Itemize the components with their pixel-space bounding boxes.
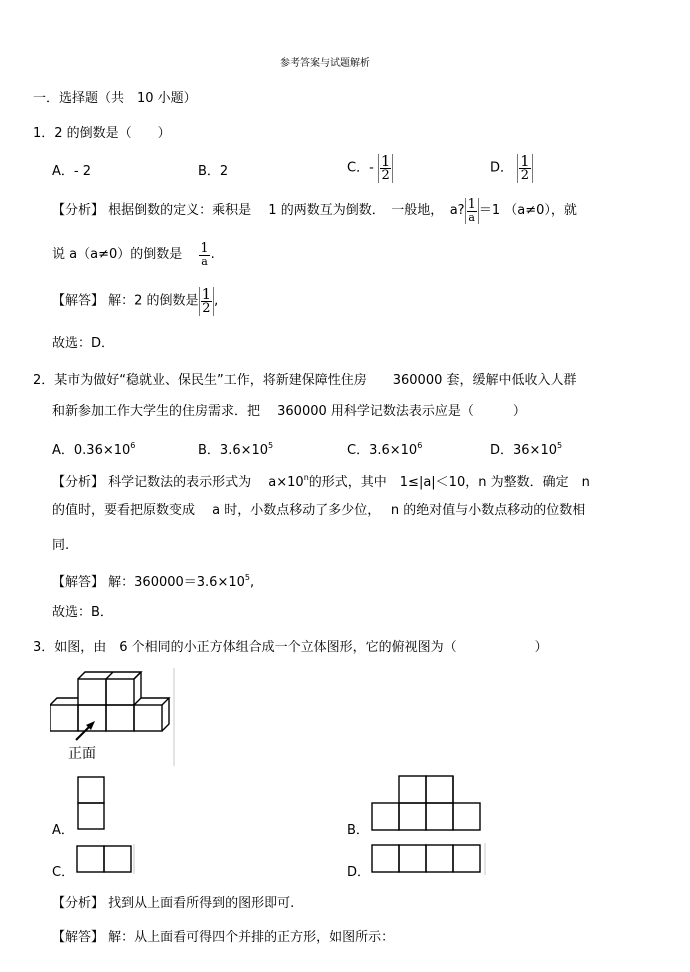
q2-option-b xyxy=(198,438,273,459)
analysis-text-end: 的形式，其中 1≤|a|＜10，n 为整数．确定 n xyxy=(308,475,590,490)
q2-analysis xyxy=(52,470,590,491)
q1-option-b: B．2 xyxy=(198,164,229,179)
fraction-numerator: 1 xyxy=(200,241,209,256)
q2-stem-line2: 和新参加工作大学生的住房需求．把 360000 用科学记数法表示应是（ ） xyxy=(52,404,526,419)
answer-exponent: 5 xyxy=(244,573,250,582)
option-exponent: 5 xyxy=(557,441,563,450)
q1-option-d-prefix: D． xyxy=(490,160,514,176)
q2-conclusion: 故选：B． xyxy=(52,605,113,620)
q1-option-a: A．- 2 xyxy=(52,164,91,179)
q1-analysis xyxy=(52,198,577,224)
option-base: A．0.36×10 xyxy=(52,443,131,458)
reciprocal-fraction xyxy=(198,242,210,268)
q3-option-c-figure xyxy=(75,844,135,874)
fraction-numerator: 1 xyxy=(380,152,391,170)
analysis-text: 根据倒数的定义：乘积是 1 的两数互为倒数． 一般地， a? xyxy=(108,203,465,218)
answer-tag: 【解答】 xyxy=(52,293,105,309)
q3-option-a-label: A． xyxy=(52,823,74,838)
answer-tag: 【解答】 xyxy=(52,930,105,945)
answer-end: , xyxy=(250,575,255,590)
option-exponent: 6 xyxy=(130,441,136,450)
analysis-tag: 【分析】 xyxy=(52,203,105,218)
analysis-tag: 【分析】 xyxy=(52,896,105,911)
q1-conclusion: 故选：D． xyxy=(52,336,115,351)
answer-text: 解：2 的倒数是 xyxy=(108,293,199,309)
q1-option-c xyxy=(347,154,393,183)
q3-option-c-label: C． xyxy=(52,865,75,880)
q3-stem: 3．如图，由 6 个相同的小正方体组合成一个立体图形，它的俯视图为（ ） xyxy=(33,640,548,655)
q3-option-a-figure xyxy=(76,775,106,831)
analysis-line2-text: 说 a（a≠0）的倒数是 xyxy=(52,247,183,262)
q1-option-c-fraction xyxy=(378,154,394,183)
q1-option-d-fraction xyxy=(517,154,533,183)
answer-tag: 【解答】 xyxy=(52,575,105,590)
fraction-numerator: 1 xyxy=(520,152,530,170)
option-exponent: 5 xyxy=(268,441,274,450)
option-exponent: 6 xyxy=(417,441,423,450)
front-view-label: 正面 xyxy=(68,746,96,762)
q3-option-d-figure xyxy=(370,843,486,875)
fraction-denominator: 2 xyxy=(202,301,211,316)
option-base: B．3.6×10 xyxy=(198,443,269,458)
analysis-text: 找到从上面看所得到的图形即可. xyxy=(108,896,295,911)
q1-option-d xyxy=(490,154,533,183)
q1-stem: 1．2 的倒数是（ ） xyxy=(33,126,171,141)
fraction-numerator: 1 xyxy=(467,197,476,212)
q2-analysis-line2: 的值时，要看把原数变成 a 时，小数点移动了多少位， n 的绝对值与小数点移动的位数相 xyxy=(52,503,586,518)
analysis-fraction xyxy=(465,198,479,224)
q2-answer xyxy=(52,570,254,591)
answer-fraction xyxy=(199,287,215,316)
answer-text: 解：360000＝3.6×10 xyxy=(108,575,245,590)
analysis-tag: 【分析】 xyxy=(52,475,105,490)
q3-option-b-figure xyxy=(370,774,482,832)
q2-analysis-line3: 同. xyxy=(52,538,70,553)
q1-analysis-line2 xyxy=(52,242,215,268)
q3-analysis xyxy=(52,896,294,912)
fraction-denominator: 2 xyxy=(520,168,530,183)
option-base: C．3.6×10 xyxy=(347,443,418,458)
q2-option-a xyxy=(52,438,135,459)
document-title: 参考答案与试题解析 xyxy=(280,58,370,69)
q2-option-d xyxy=(490,438,562,459)
fraction-denominator: a xyxy=(468,211,475,224)
analysis-text-end: ＝1 （a≠0），就 xyxy=(478,203,577,218)
answer-text: 解：从上面看可得四个并排的正方形，如图所示： xyxy=(108,930,395,945)
analysis-text: 科学记数法的表示形式为 a×10 xyxy=(108,475,304,490)
q3-option-b-label: B． xyxy=(347,823,369,838)
section-heading: 一．选择题（共 10 小题） xyxy=(33,91,197,106)
option-base: D．36×10 xyxy=(490,443,557,458)
q3-answer xyxy=(52,930,394,946)
q2-option-c xyxy=(347,438,422,459)
analysis-exponent: n xyxy=(303,473,309,482)
analysis-line2-end: . xyxy=(210,247,215,262)
fraction-denominator: a xyxy=(201,255,208,268)
q3-option-d-label: D． xyxy=(347,865,371,880)
q1-answer xyxy=(52,287,218,316)
fraction-denominator: 2 xyxy=(381,168,390,183)
q1-option-c-prefix: C．- xyxy=(347,160,374,176)
fraction-numerator: 1 xyxy=(201,285,212,303)
q2-stem-line1: 2．某市为做好“稳就业、保民生”工作，将新建保障性住房 360000 套，缓解中低收入人群 xyxy=(33,373,577,388)
answer-end: , xyxy=(214,293,219,309)
